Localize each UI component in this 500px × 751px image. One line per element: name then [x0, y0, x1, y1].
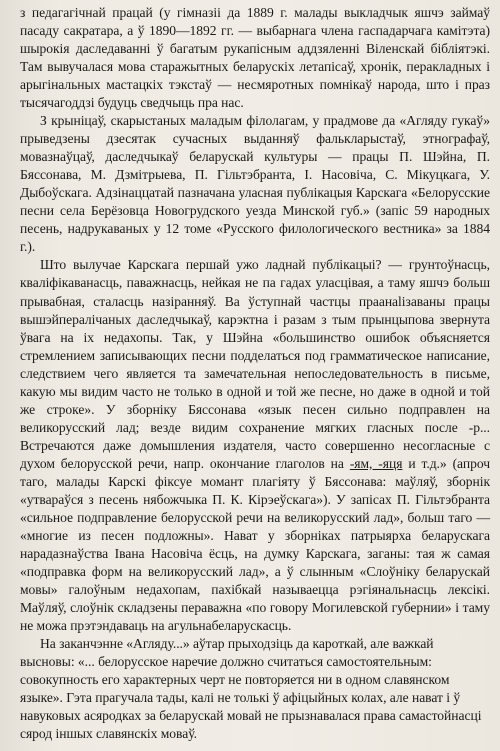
paragraph-sources: З крыніцаў, скарыстаных маладым філолагам, у прадмове да «Агляду гукаў» прыведзены дзесятак сучасных выданняў фалькларыстаў, этнографаў, мовазнаўцаў, даследчыкаў беларускай культуры — працы П. Шэйна, П. Бяссонава, М. Дзмітрыева, П. Гільтэбранта, І. Насовіча, С. Мікуцкага, У. Дыбоўскага. Адзінаццатай пазначана уласная публікацыя Карскага «Белорусские песни села Берёзовца Новогрудского уезда Минской губ.» (запіс 59 народных песень, надрукаваных у 12 томе «Русского филологического вестника» за 1884 г.).	[20, 113, 490, 255]
body-text	[20, 4, 490, 743]
paragraph-conclusion: На заканчэнне «Агляду...» аўтар прыходзіць да кароткай, але важкай высновы: «... белорусское наречие должно считаться самостоятельным: совокупность его характерных черт не повторяется ни в одном славянском языке». Гэта прагучала тады, калі не толькі ў афіцыйных колах, але нават і ў навуковых асяродках за беларускай мовай не прызнавалася права самастойнасці сярод іншых славянскіх моваў.	[20, 636, 482, 742]
paragraph-intro: з педагагічнай працай (у гімназіі да 1889 г. малады выкладчык яшчэ займаў пасаду сакратара, а ў 1890—1892 гг. — выбарнага члена гаспадарчага камітэта) шырокія даследаванні ў багатым рукапісным аддзяленні Віленскай бібліятэкі. Там вывучалася мова старажытных беларускіх летапісаў, хронік, перакладных і арыгінальных мастацкіх тэкстаў — несмяротных помнікаў народа, што і праз тысячагоддзі будуць сведчыць пра нас.	[20, 5, 490, 111]
critique-text-after: и т.д.» (апроч таго, малады Карскі фіксуе момант плагіяту ў Бяссонава: маўляў, зборнік «утвараўся з песень нябожчыка П. К. Кірэеўскага»). У запісах П. Гільтэбранта «сильное подправление белорусской речи на великорусский лад», больш таго — «многие из песен подложны». Нават у зборніках патрыярха беларускага нарадазнаўства Івана Насовіча ёсць, на думку Карскага, заганы: тая ж самая «подправка форм на великорусский лад», а ў слынным «Слоўніку беларускай мовы» галоўным недахопам, пахібкай называецца рэгіянальнасць лексікі. Маўляў, слоўнік складзены пераважна «по говору Могилевской губернии» і таму не можа прэтэндаваць на агульнабеларускасць.	[20, 455, 491, 634]
underlined-endings: -ям, -яця	[349, 455, 403, 471]
critique-text-before: Што вылучае Карскага першай ужо ладнай публікацыі? — грунтоўнасць, кваліфікаванасць, паважнасць, нейкая не па гадах уласцівая, а таму яшчэ больш прывабная, сталасць назіранняў. Ва ўступнай частцы праанalізаваны працы вышэйпералічаных даследчыкаў, карэктна і разам з тым прынцыпова звернута ўвага на іх недахопы. Так, у Шэйна «большинство ошибок объясняется стремлением записывающих песни подделаться под грамматическое написание, следствием чего является та замечательная непоследовательность в письме, какую мы видим часто не только в одной и той же песне, но даже в одной и той же строке». У зборніку Бяссонава «язык песен сильно подправлен на великорусский лад; везде видим сохранение мягких гласных после -р... Встречаются даже домышления издателя, часто совершенно несогласные с духом белорусской речи, напр. окончание глаголов на	[20, 257, 490, 471]
paragraph-critique	[20, 256, 490, 635]
